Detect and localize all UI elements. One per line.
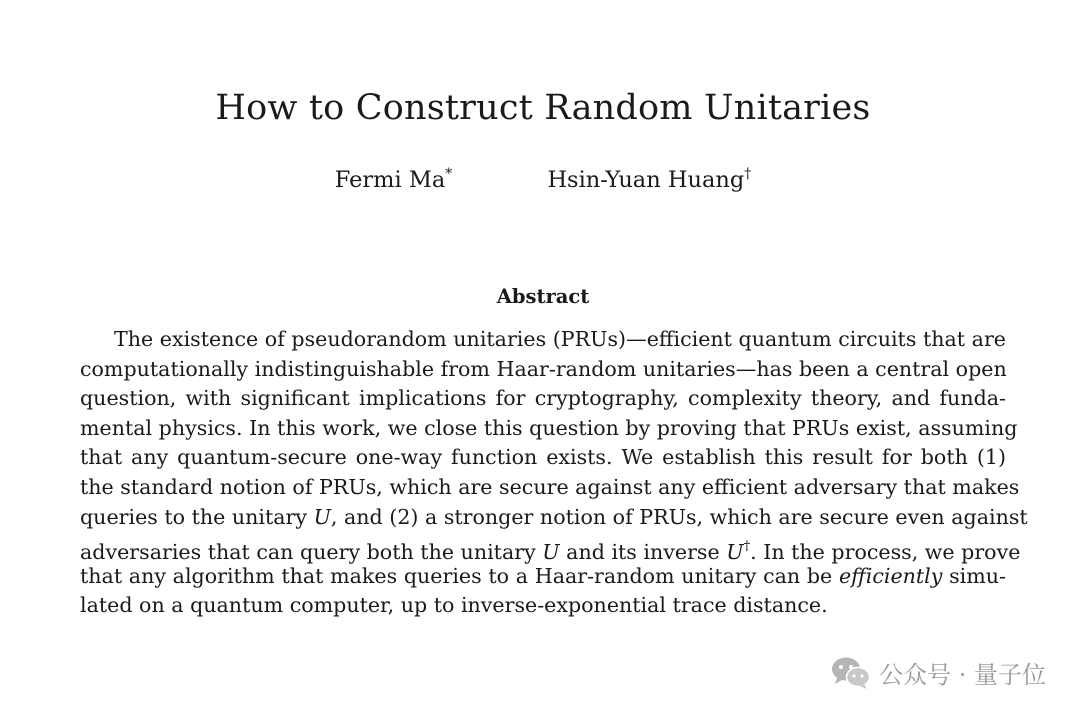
abstract-line-8-pre: adversaries that can query both the unitary (80, 540, 543, 565)
author-list (0, 166, 1080, 193)
abstract-line-7-post: , and (2) a stronger notion of PRUs, which are secure even against (330, 504, 1028, 529)
watermark-text: 公众号 · 量子位 (879, 661, 1046, 689)
abstract-line-5: that any quantum-secure one-way function exists. We establish this result for both (1) (80, 445, 1006, 470)
author-1-name: Fermi Ma (334, 167, 446, 193)
wechat-icon (831, 656, 871, 690)
abstract-line-8-mid: and its inverse (559, 540, 727, 565)
abstract-line-8-post: . In the process, we prove (750, 540, 1021, 565)
abstract-line-7 (80, 503, 1028, 533)
abstract-line-4: mental physics. In this work, we close this question by proving that PRUs exist, assuming (80, 415, 1018, 440)
abstract-line-6: the standard notion of PRUs, which are secure against any efficient adversary that makes (80, 474, 1020, 499)
math-unitary-u: U (313, 504, 331, 529)
abstract-heading: Abstract (496, 285, 590, 308)
watermark (831, 655, 1046, 690)
dagger-superscript: † (743, 539, 751, 555)
math-unitary-u-inverse: U (726, 540, 744, 565)
abstract-line-7-pre: queries to the unitary (80, 504, 314, 529)
abstract-line-9-pre: that any algorithm that makes queries to a Haar-random unitary can be (80, 563, 839, 588)
paper-title: How to Construct Random Unitaries (215, 88, 871, 128)
author-1 (335, 166, 453, 193)
emphasis-efficiently: efficiently (838, 563, 943, 588)
abstract-line-9-post: simu- (942, 563, 1006, 588)
math-unitary-u: U (542, 540, 560, 565)
abstract-line-3: question, with significant implications for cryptography, complexity theory, and funda- (80, 386, 1006, 411)
abstract-line-1: The existence of pseudorandom unitaries (PRUs)—efficient quantum circuits that are (114, 327, 1006, 351)
abstract-line-2: computationally indistinguishable from Haar-random unitaries—has been a central open (80, 356, 1007, 381)
abstract-line-9 (80, 562, 1006, 592)
author-1-mark: * (445, 166, 453, 182)
author-2-mark: † (744, 166, 752, 182)
abstract-line-10: lated on a quantum computer, up to inverse-exponential trace distance. (80, 593, 828, 618)
abstract-body (80, 325, 1028, 621)
author-2-name: Hsin-Yuan Huang (547, 167, 745, 193)
author-2 (547, 166, 751, 193)
abstract-line-8 (80, 532, 1021, 565)
